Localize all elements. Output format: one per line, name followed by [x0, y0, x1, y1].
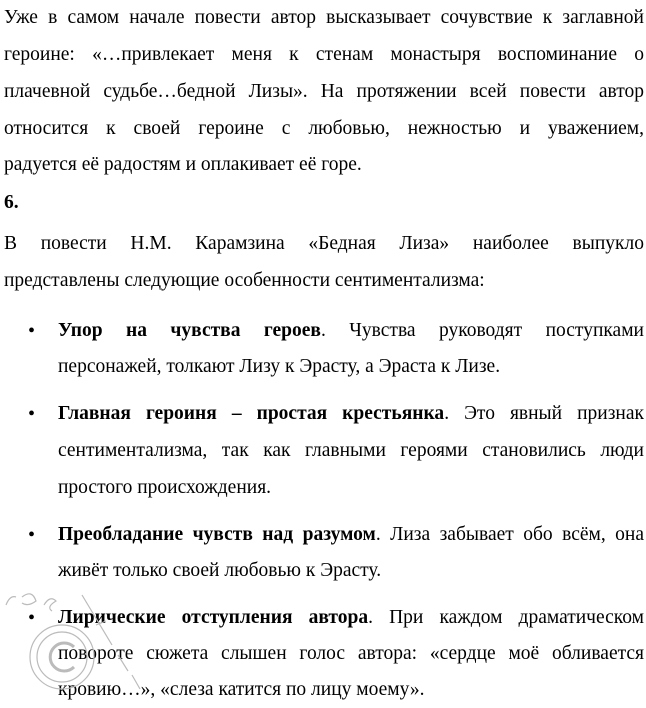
bullet-line — [58, 349, 644, 385]
bullet-text: сентиментализма, так как главными героями становились люди — [58, 440, 644, 461]
bullet-icon: • — [28, 320, 36, 342]
bullet-bold-lead: Преобладание чувств над разумом — [58, 524, 376, 545]
bullet-line — [58, 636, 644, 672]
bullet-bold-lead: Главная героиня – простая крестьянка — [58, 403, 445, 424]
bullet-icon: • — [28, 524, 36, 546]
intro-line: Уже в самом начале повести автор высказывает сочувствие к заглавной — [4, 7, 644, 28]
intro-line: плачевной судьбе…бедной Лизы». На протяжении всей повести автор — [4, 81, 644, 102]
bullet-bold-lead: Упор на чувства героев — [58, 320, 321, 341]
intro-line: радуется её радостям и оплакивает её горе. — [4, 154, 362, 175]
bullet-line — [58, 470, 644, 506]
bullet-icon: • — [28, 403, 36, 425]
paragraph-line: В повести Н.М. Карамзина «Бедная Лиза» наиболее выпукло — [4, 233, 644, 254]
bullet-line — [58, 396, 644, 432]
bullet-text: . Это явный признак — [444, 403, 644, 424]
bullet-text: . Чувства руководят поступками — [320, 320, 644, 341]
bullet-text: персонажей, толкают Лизу к Эрасту, а Эраста к Лизе. — [58, 356, 501, 377]
bullet-text: кровию…», «слеза катится по лицу моему». — [58, 679, 425, 700]
intro-line: героине: «…привлекает меня к стенам монастыря воспоминание о — [4, 44, 644, 65]
bullet-bold-lead: Лирические отступления автора — [58, 607, 369, 628]
bullet-text: . Лиза забывает обо всём, она — [375, 524, 644, 545]
bullet-line — [58, 517, 644, 553]
paragraph-line: представлены следующие особенности сентиментализма: — [4, 270, 485, 291]
bullet-text: . При каждом драматическом — [368, 607, 644, 628]
bullet-line — [58, 313, 644, 349]
bullet-line — [58, 553, 644, 589]
bullet-line — [58, 600, 644, 636]
bullet-text: простого происхождения. — [58, 477, 272, 498]
section-heading — [4, 185, 19, 221]
section-number: 6. — [4, 192, 19, 213]
bullet-line — [58, 433, 644, 469]
bullet-text: повороте сюжета слышен голос автора: «сердце моё обливается — [58, 643, 644, 664]
bullet-text: живёт только своей любовью к Эрасту. — [58, 560, 382, 581]
intro-line: относится к своей героине с любовью, нежностью и уважением, — [4, 118, 644, 139]
bullet-icon: • — [28, 607, 36, 629]
